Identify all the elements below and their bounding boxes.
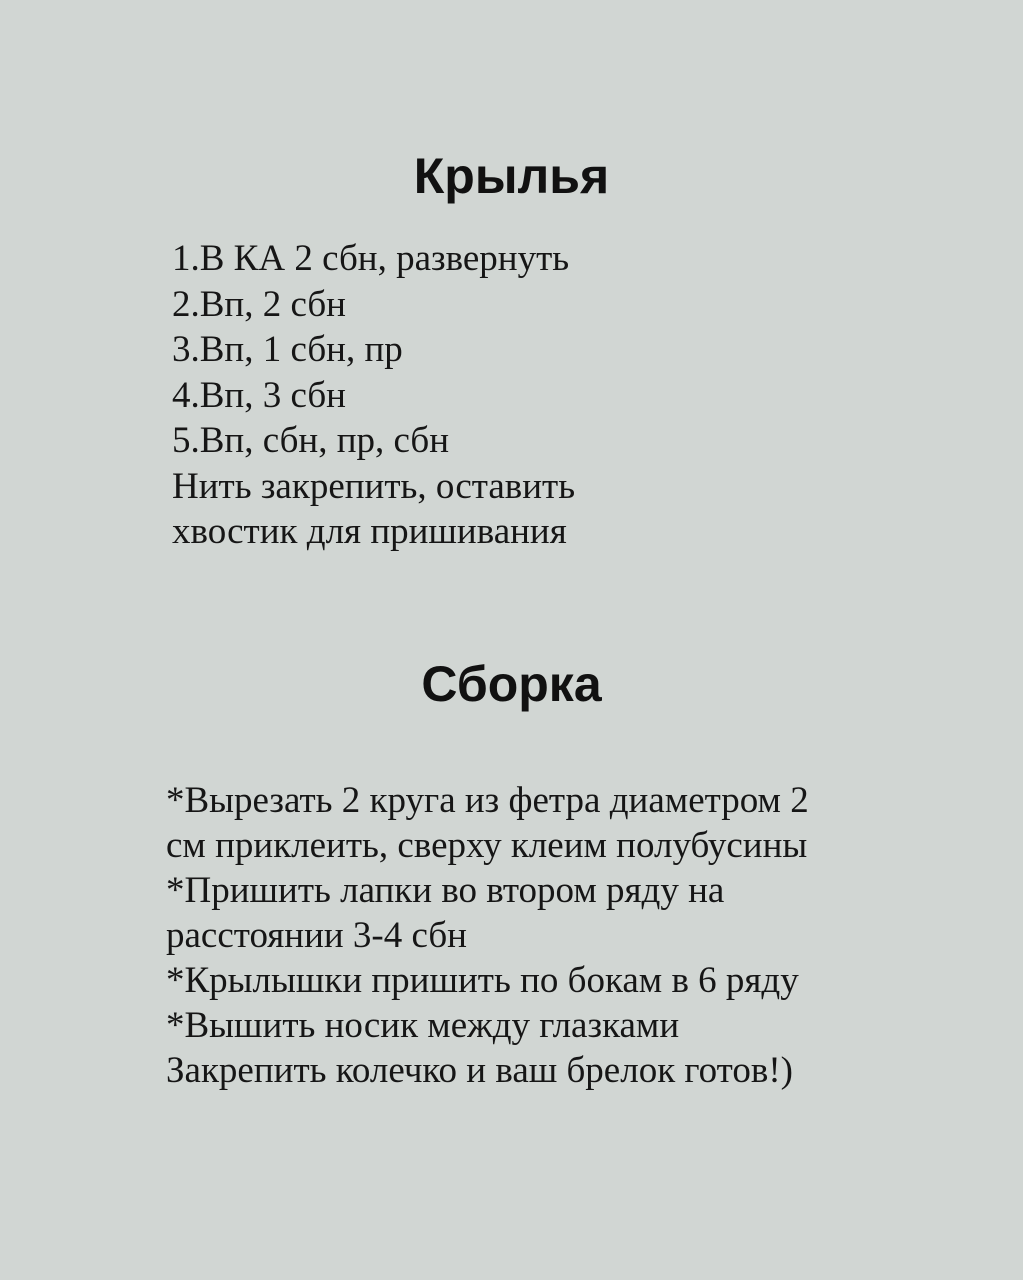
instruction-line: 4.Вп, 3 сбн <box>172 374 346 416</box>
instruction-line: *Вырезать 2 круга из фетра диаметром 2 <box>166 780 809 821</box>
assembly-instructions <box>166 778 809 1093</box>
instruction-line: *Вышить носик между глазками <box>166 1005 680 1046</box>
instruction-line: *Крылышки пришить по бокам в 6 ряду <box>166 960 799 1001</box>
instruction-line: см приклеить, сверху клеим полубусины <box>166 825 808 866</box>
section-title-wings: Крылья <box>413 148 610 204</box>
wings-instructions <box>172 236 575 555</box>
instruction-line: 3.Вп, 1 сбн, пр <box>172 329 403 370</box>
instruction-line: 5.Вп, сбн, пр, сбн <box>172 420 450 461</box>
instruction-line: Нить закрепить, оставить <box>172 465 576 507</box>
instruction-line: хвостик для пришивания <box>172 511 567 552</box>
instruction-line: расстоянии 3-4 сбн <box>166 915 467 956</box>
instruction-line: Закрепить колечко и ваш брелок готов!) <box>166 1050 793 1091</box>
instruction-line: 2.Вп, 2 сбн <box>172 283 346 325</box>
section-title-assembly: Сборка <box>421 656 602 712</box>
instruction-line: 1.В КА 2 сбн, развернуть <box>172 238 570 279</box>
instruction-line: *Пришить лапки во втором ряду на <box>166 870 725 911</box>
